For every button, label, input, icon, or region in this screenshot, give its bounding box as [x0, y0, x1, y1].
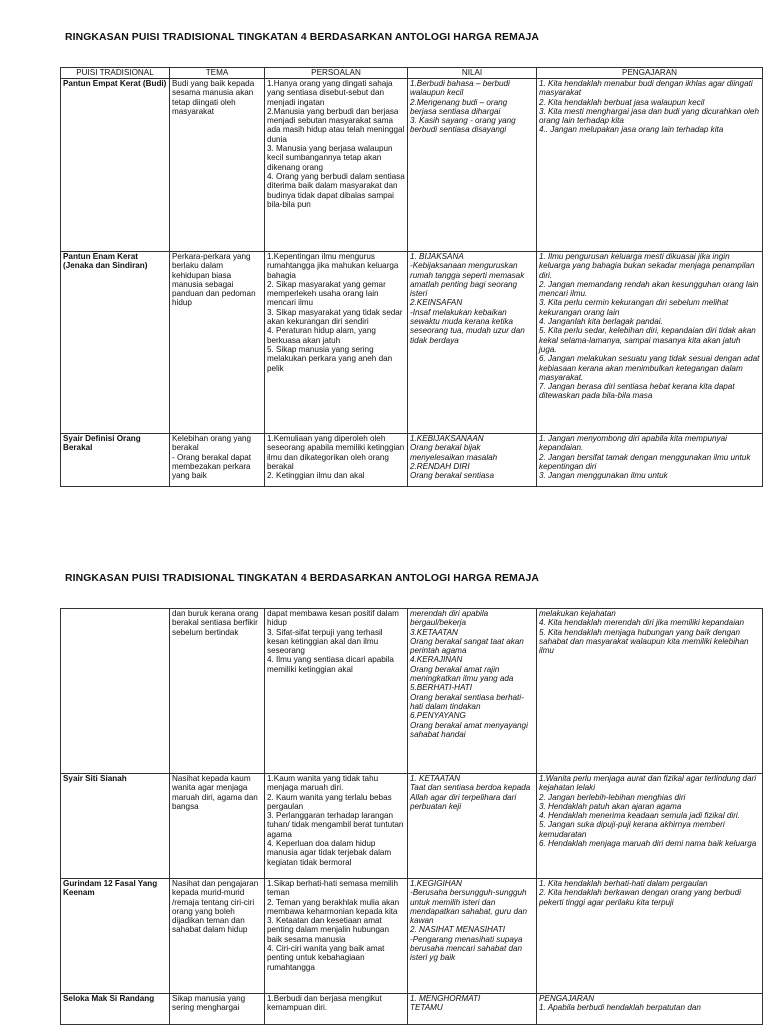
- table-row: [61, 252, 763, 434]
- table-row: [61, 609, 763, 774]
- page-title: RINGKASAN PUISI TRADISIONAL TINGKATAN 4 BERDASARKAN ANTOLOGI HARGA REMAJA: [65, 32, 539, 43]
- cell-pengajaran: melakukan kejahatan 4. Kita hendaklah merendah diri jika memiliki kepandaian 5. Kita hendaklah menjaga hubungan yang baik dengan sahabat dan masyarakat walaupun kita memiliki kelebihan ilmu: [537, 609, 763, 774]
- header-pengajaran: PENGAJARAN: [537, 68, 763, 79]
- cell-nilai: 1. MENGHORMATI TETAMU: [408, 994, 537, 1025]
- cell-puisi: Gurindam 12 Fasal Yang Keenam: [61, 879, 170, 994]
- table-row: [61, 774, 763, 879]
- cell-persoalan: 1.Kemuliaan yang diperoleh oleh seseorang apabila memiliki ketinggian ilmu dan dikategorikan oleh orang berakal 2. Ketinggian ilmu dan akal: [265, 434, 408, 487]
- cell-persoalan: 1.Berbudi dan berjasa mengikut kemampuan diri.: [265, 994, 408, 1025]
- cell-nilai: merendah diri apabila bergaul/bekerja 3.KETAATAN Orang berakal sangat taat akan perintah agama 4.KERAJINAN Orang berakal amat rajin meningkatkan ilmu yang ada 5.BERHATI-HATI Orang berakal sentiasa berhati-hati dalam tindakan 6.PENYAYANG Orang berakal amat menyayangi sahabat handai: [408, 609, 537, 774]
- cell-puisi: Pantun Empat Kerat (Budi): [61, 79, 170, 252]
- cell-tema: Perkara-perkara yang berlaku dalam kehidupan biasa manusia sebagai panduan dan pedoman hidup: [170, 252, 265, 434]
- summary-table-continued: [60, 608, 763, 1025]
- cell-tema: Nasihat dan pengajaran kepada murid-murid /remaja tentang ciri-ciri orang yang boleh dijadikan teman dan sahabat dalam hidup: [170, 879, 265, 994]
- cell-persoalan: dapat membawa kesan positif dalam hidup 3. Sifat-sifat terpuji yang terhasil kesan ketinggian akal dan ilmu seseorang 4. Ilmu yang sentiasa dicari apabila memiliki ketinggian akal: [265, 609, 408, 774]
- header-tema: TEMA: [170, 68, 265, 79]
- cell-tema: Sikap manusia yang sering menghargai: [170, 994, 265, 1025]
- cell-puisi: Syair Definisi Orang Berakal: [61, 434, 170, 487]
- cell-nilai: 1. KETAATAN Taat dan sentiasa berdoa kepada Allah agar diri terpelihara dari perbuatan keji: [408, 774, 537, 879]
- cell-nilai: 1.Berbudi bahasa – berbudi walaupun kecil 2.Mengenang budi – orang berjasa sentiasa dihargai 3. Kasih sayang - orang yang berbudi sentiasa disayangi: [408, 79, 537, 252]
- cell-tema: Kelebihan orang yang berakal - Orang berakal dapat membezakan perkara yang baik: [170, 434, 265, 487]
- cell-pengajaran: 1. Kita hendaklah berhati-hati dalam pergaulan 2. Kita hendaklah berkawan dengan orang yang berbudi pekerti tinggi agar perilaku kita terpuji: [537, 879, 763, 994]
- table-header-row: [61, 68, 763, 79]
- summary-table: [60, 67, 763, 487]
- cell-pengajaran: 1. Ilmu pengurusan keluarga mesti dikuasai jika ingin keluarga yang bahagia bukan sekadar menjaga penampilan diri. 2. Jangan memandang rendah akan kesungguhan orang lain mencari ilmu. 3. Kita perlu cermin kekurangan diri sebelum melihat kekurangan orang lain 4. Janganlah kita berlagak pandai. 5. Kita perlu sedar, kelebihan diri, kepandaian diri tidak akan kekal selama-lamanya, sampai masanya kita akan jatuh juga. 6. Jangan melakukan sesuatu yang tidak sesuai dengan adat kebiasaan kerana akan menimbulkan ketegangan dalam masyarakat. 7. Jangan berasa diri sentiasa hebat kerana kita dapat ditewaskan pada bila-bila masa: [537, 252, 763, 434]
- cell-puisi: Seloka Mak Si Randang: [61, 994, 170, 1025]
- header-persoalan: PERSOALAN: [265, 68, 408, 79]
- cell-pengajaran: 1.Wanita perlu menjaga aurat dan fizikal agar terlindung dari kejahatan lelaki 2. Jangan berlebih-lebihan menghias diri 3. Hendaklah patuh akan ajaran agama 4. Hendaklah menerima keadaan semula jadi fizikal diri. 5. Jangan suka dipuji-puji kerana akhirnya memberi kemudaratan 6. Hendaklah menjaga maruah diri demi nama baik keluarga: [537, 774, 763, 879]
- table-row: [61, 879, 763, 994]
- header-puisi: PUISI TRADISIONAL: [61, 68, 170, 79]
- cell-tema: dan buruk kerana orang berakal sentiasa berfikir sebelum bertindak: [170, 609, 265, 774]
- cell-persoalan: 1.Kepentingan ilmu mengurus rumahtangga jika mahukan keluarga bahagia 2. Sikap masyarakat yang gemar memperlekeh usaha orang lain mencari ilmu 3. Sikap masyarakat yang tidak sedar akan kekurangan diri sendiri 4. Peraturan hidup alam, yang berkuasa akan jatuh 5. Sikap manusia yang sering melakukan perkara yang aneh dan pelik: [265, 252, 408, 434]
- cell-persoalan: 1.Hanya orang yang dingati sahaja yang sentiasa disebut-sebut dan menjadi ingatan 2.Manusia yang berbudi dan berjasa menjadi sebutan masyarakat sama ada masih hidup atau telah meninggal dunia 3. Manusia yang berjasa walaupun kecil sumbangannya tetap akan dikenang orang 4. Orang yang berbudi dalam sentiasa diterima baik dalam masyarakat dan budinya tidak dapat dibalas sampai bila-bila pun: [265, 79, 408, 252]
- cell-tema: Budi yang baik kepada sesama manusia akan tetap diingati oleh masyarakat: [170, 79, 265, 252]
- table-row: [61, 79, 763, 252]
- page-title-continued: RINGKASAN PUISI TRADISIONAL TINGKATAN 4 BERDASARKAN ANTOLOGI HARGA REMAJA: [65, 573, 539, 584]
- cell-pengajaran: 1. Jangan menyombong diri apabila kita mempunyai kepandaian. 2. Jangan bersifat tamak dengan menggunakan ilmu untuk kepentingan diri 3. Jangan menggunakan ilmu untuk: [537, 434, 763, 487]
- cell-pengajaran: 1. Kita hendaklah menabur budi dengan ikhlas agar diingati masyarakat 2. Kita hendaklah berbuat jasa walaupun kecil 3. Kita mesti menghargai jasa dan budi yang dicurahkan oleh orang lain terhadap kita 4.. Jangan melupakan jasa orang lain terhadap kita: [537, 79, 763, 252]
- cell-pengajaran: PENGAJARAN 1. Apabila berbudi hendaklah berpatutan dan: [537, 994, 763, 1025]
- table-row: [61, 434, 763, 487]
- cell-puisi: [61, 609, 170, 774]
- cell-puisi: Pantun Enam Kerat (Jenaka dan Sindiran): [61, 252, 170, 434]
- cell-nilai: 1. BIJAKSANA -Kebijaksanaan menguruskan rumah tangga seperti memasak amatlah penting bagi seorang isteri 2.KEINSAFAN -Insaf melakukan kebaikan sewaktu muda kerana ketika seseorang tua, mudah uzur dan tidak berdaya: [408, 252, 537, 434]
- cell-puisi: Syair Siti Sianah: [61, 774, 170, 879]
- header-nilai: NILAI: [408, 68, 537, 79]
- cell-persoalan: 1.Kaum wanita yang tidak tahu menjaga maruah diri. 2. Kaum wanita yang terlalu bebas pergaulan 3. Perlanggaran terhadap larangan tuhan/ tidak mengambil berat tuntutan agama 4. Keperluan doa dalam hidup manusia agar tidak terjebak dalam kegiatan tidak bermoral: [265, 774, 408, 879]
- cell-tema: Nasihat kepada kaum wanita agar menjaga maruah diri, agama dan bangsa: [170, 774, 265, 879]
- table-row: [61, 994, 763, 1025]
- cell-nilai: 1.KEGIGIHAN -Berusaha bersungguh-sungguh untuk memilih isteri dan mendapatkan sahabat, guru dan kawan 2. NASIHAT MENASIHATI -Pengarang menasihati supaya berusaha mencari sahabat dan isteri yg baik: [408, 879, 537, 994]
- cell-nilai: 1.KEBIJAKSANAAN Orang berakal bijak menyelesaikan masalah 2.RENDAH DIRI Orang berakal sentiasa: [408, 434, 537, 487]
- cell-persoalan: 1.Sikap berhati-hati semasa memilih teman 2. Teman yang berakhlak mulia akan membawa keharmonian kepada kita 3. Ketaatan dan kesetiaan amat penting dalam menjalin hubungan baik sesama manusia 4. Ciri-ciri wanita yang baik amat penting untuk kebahagiaan rumahtangga: [265, 879, 408, 994]
